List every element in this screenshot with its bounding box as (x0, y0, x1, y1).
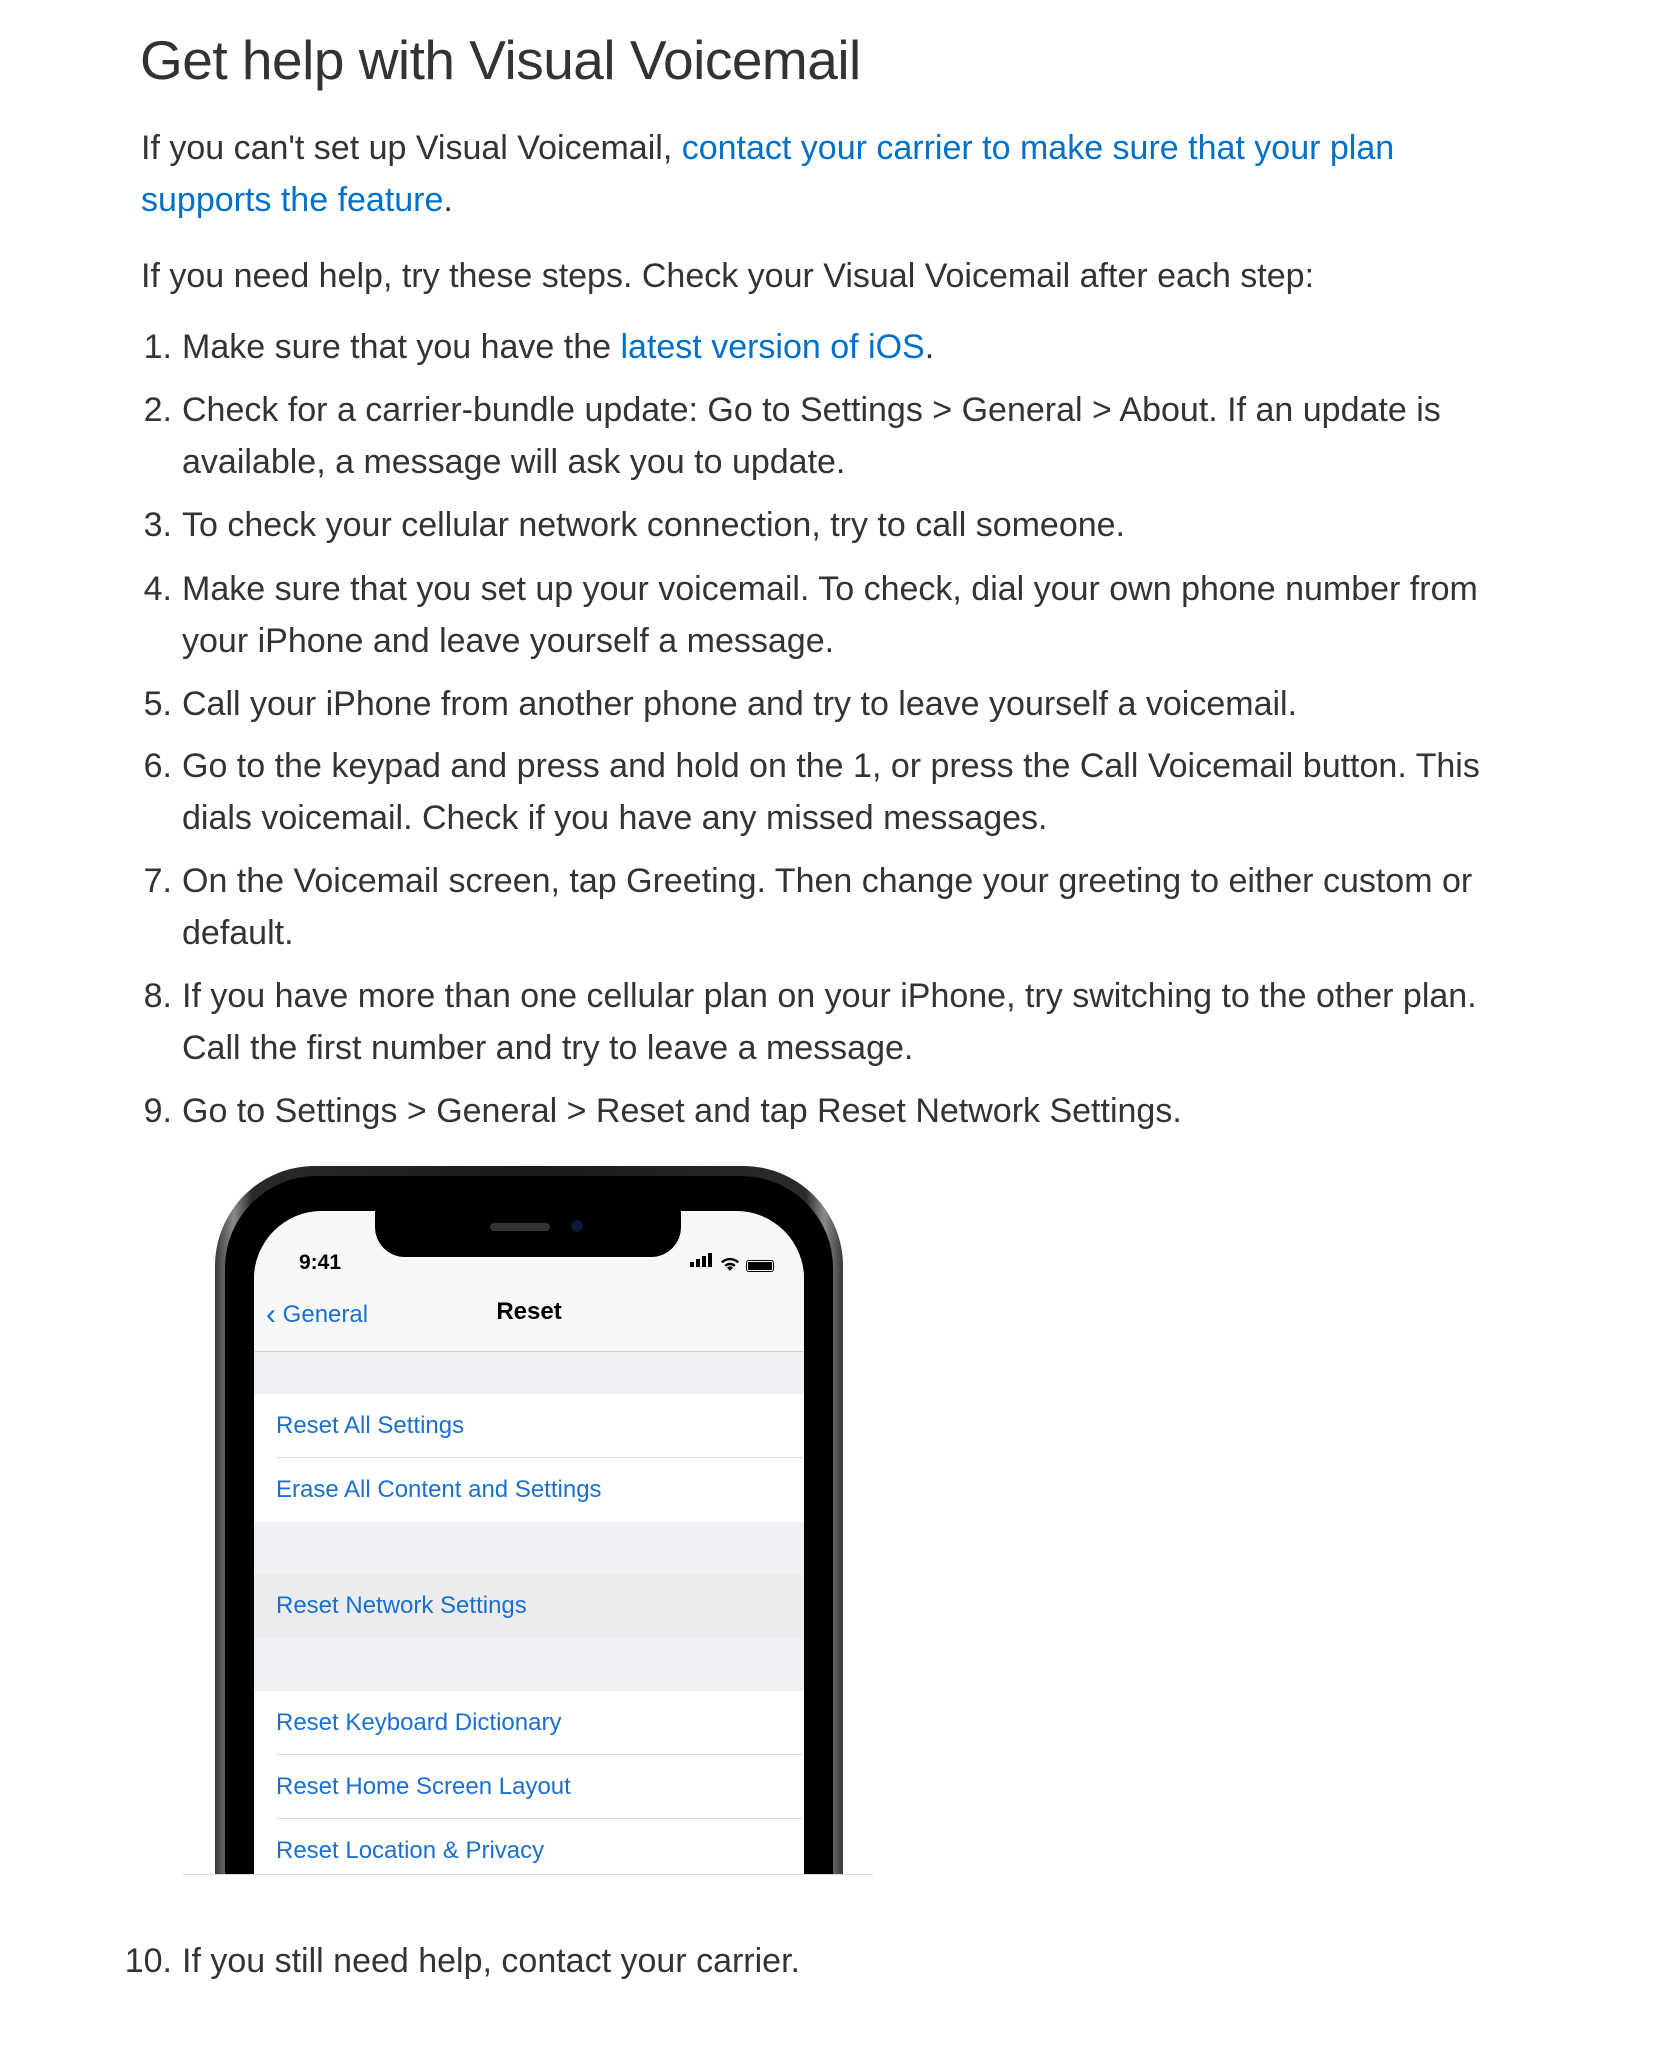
iphone-reset-screenshot (182, 1150, 873, 1875)
step-number: 3. (143, 506, 172, 544)
step-8 (143, 970, 1502, 1074)
latest-ios-link[interactable]: latest version of iOS (620, 328, 925, 366)
step-period: . (924, 328, 935, 366)
status-icons (690, 1253, 774, 1272)
reset-network-settings-row[interactable] (254, 1574, 804, 1638)
step-number: 10. (124, 1942, 172, 1980)
intro-period: . (443, 181, 453, 219)
step-number: 1. (143, 328, 172, 366)
row-label: Reset Network Settings (276, 1592, 527, 1619)
battery-icon (746, 1260, 774, 1272)
step-number: 4. (143, 570, 172, 608)
status-time: 9:41 (299, 1251, 342, 1274)
phone-screen (254, 1211, 804, 1875)
step-10 (124, 1935, 1502, 1987)
lead-paragraph: If you need help, try these steps. Check your Visual Voicemail after each step: (141, 257, 1315, 295)
step-number: 9. (143, 1092, 172, 1130)
wifi-icon (720, 1257, 740, 1272)
step-5 (143, 678, 1502, 730)
step-number: 8. (143, 977, 172, 1015)
nav-title: Reset (496, 1298, 562, 1325)
step-text: If you still need help, contact your carrier. (182, 1942, 800, 1980)
row-label: Reset Home Screen Layout (276, 1773, 571, 1800)
step-text: On the Voicemail screen, tap Greeting. Then change your greeting to either custom or default. (182, 862, 1473, 952)
intro-text: If you can't set up Visual Voicemail, (141, 129, 682, 167)
erase-all-content-row[interactable] (254, 1458, 804, 1522)
step-text: To check your cellular network connection, try to call someone. (182, 506, 1126, 544)
reset-keyboard-dictionary-row[interactable] (254, 1691, 804, 1755)
camera (571, 1220, 583, 1232)
back-label: General (282, 1301, 369, 1328)
step-3 (143, 499, 1502, 551)
step-text: Go to the keypad and press and hold on the 1, or press the Call Voicemail button. This dials voicemail. Check if you have any missed messages. (182, 747, 1480, 837)
step-7 (143, 855, 1502, 959)
step-text: Make sure that you set up your voicemail. To check, dial your own phone number from your iPhone and leave yourself a message. (182, 570, 1478, 660)
speaker (490, 1223, 550, 1231)
row-label: Reset All Settings (276, 1412, 465, 1439)
step-number: 2. (143, 391, 172, 429)
step-number: 6. (143, 747, 172, 785)
reset-all-settings-row[interactable] (254, 1394, 804, 1458)
page-title: Get help with Visual Voicemail (140, 29, 861, 91)
step-number: 7. (143, 862, 172, 900)
phone-frame (215, 1166, 843, 1875)
intro-paragraph (141, 122, 1481, 226)
contact-carrier-link[interactable]: contact your carrier to make sure that your plan supports the feature (141, 129, 1395, 219)
step-text: Make sure that you have the (182, 328, 621, 366)
step-1 (143, 321, 1502, 373)
step-text: Call your iPhone from another phone and try to leave yourself a voicemail. (182, 685, 1298, 723)
step-text: Go to Settings > General > Reset and tap Reset Network Settings. (182, 1092, 1182, 1130)
row-label: Erase All Content and Settings (276, 1476, 602, 1503)
reset-location-privacy-row[interactable] (254, 1819, 804, 1875)
step-number: 5. (143, 685, 172, 723)
notch (375, 1211, 681, 1257)
phone-bezel (225, 1176, 833, 1875)
step-6 (143, 740, 1502, 844)
step-4 (143, 563, 1502, 667)
row-label: Reset Location & Privacy (276, 1837, 545, 1864)
step-2 (143, 384, 1502, 488)
step-text: If you have more than one cellular plan on your iPhone, try switching to the other plan. Call the first number and try to leave a message. (182, 977, 1477, 1067)
step-text: Check for a carrier-bundle update: Go to Settings > General > About. If an update is available, a message will ask you to update. (182, 391, 1441, 481)
chevron-left-icon: ‹ (266, 1298, 276, 1331)
step-9 (143, 1085, 1502, 1137)
reset-home-screen-layout-row[interactable] (254, 1755, 804, 1819)
signal-icon (690, 1253, 714, 1272)
row-label: Reset Keyboard Dictionary (276, 1709, 562, 1736)
